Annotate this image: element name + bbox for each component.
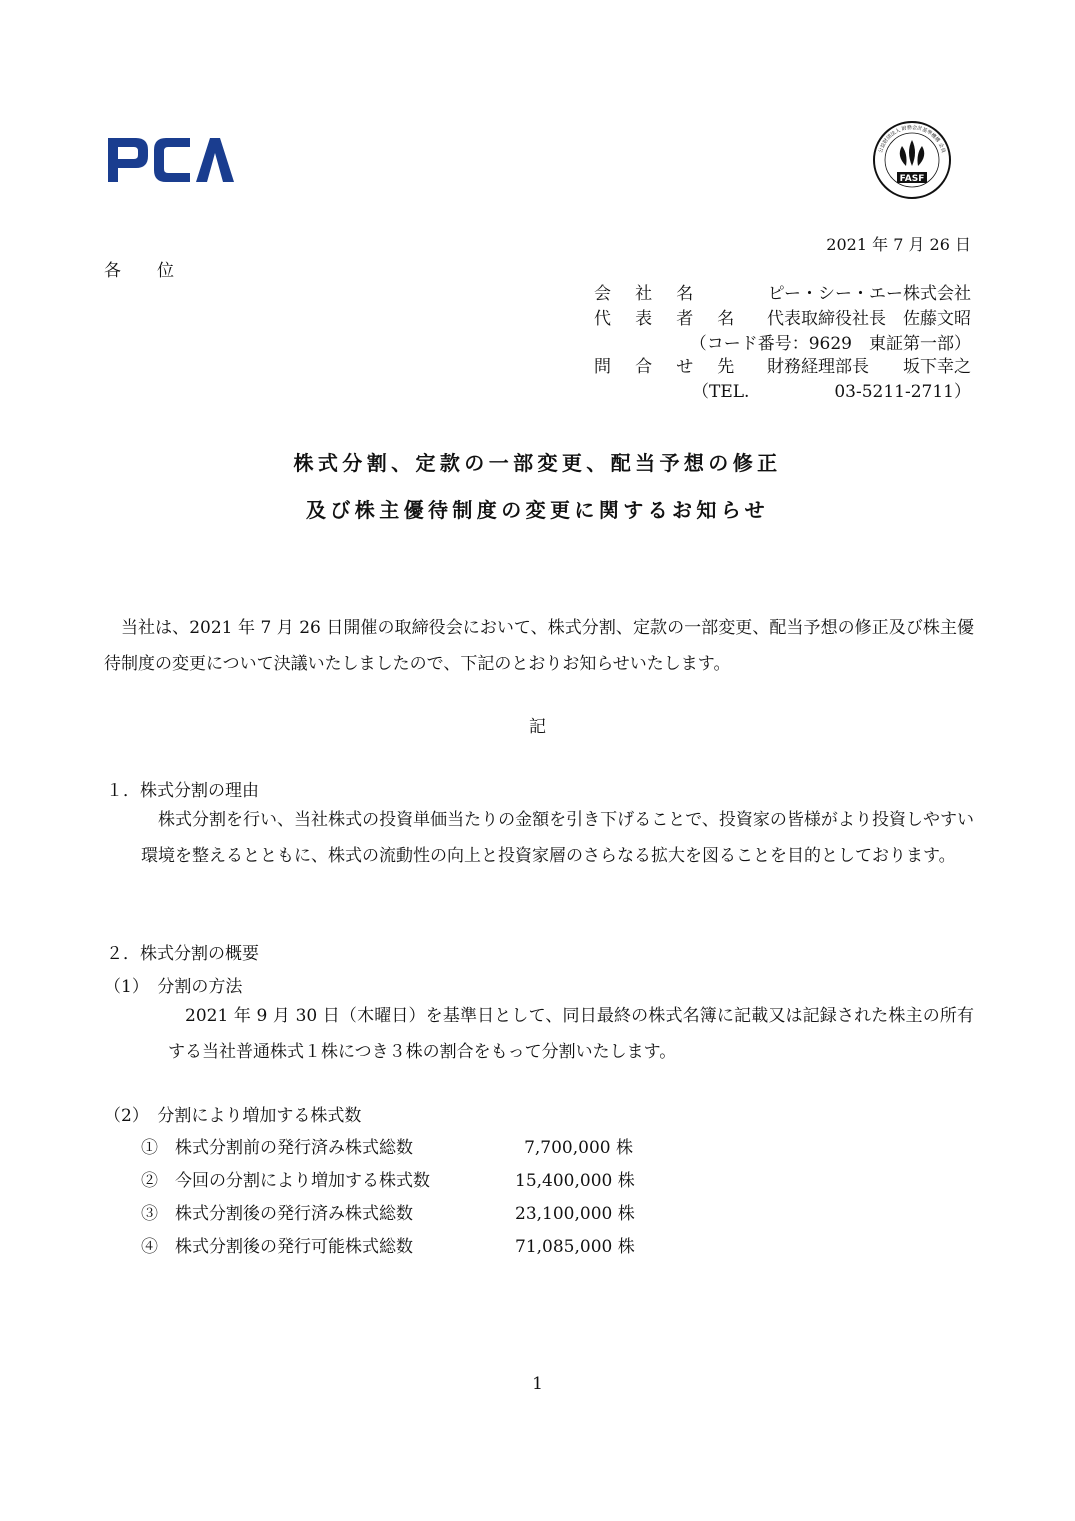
code-note: （コード番号：9629 東証第一部） — [689, 334, 971, 354]
company-value: ピー・シー・エー株式会社 — [767, 284, 971, 304]
seal-bottom-text: FASF — [899, 174, 925, 184]
contact-label: 問 合 せ 先 — [594, 357, 744, 377]
share-row-value: 71,085,000 株 — [515, 1237, 635, 1257]
contact-value: 財務経理部長 坂下幸之 — [767, 357, 971, 377]
document-date: 2021 年 7 月 26 日 — [826, 235, 971, 254]
section-2-heading: ２．株式分割の概要 — [106, 944, 259, 964]
ki-marker: 記 — [529, 717, 546, 737]
addressee-char-2: 位 — [157, 261, 174, 281]
addressee — [104, 256, 174, 281]
share-row-label: ② 今回の分割により増加する株式数 — [141, 1171, 430, 1191]
seal-top-text: 公益財団法人 財務会計基準機構 会員 — [877, 124, 947, 154]
subsection-1-heading: （1） 分割の方法 — [104, 977, 243, 997]
section-1-heading: １．株式分割の理由 — [106, 781, 259, 801]
share-row-label: ③ 株式分割後の発行済み株式総数 — [141, 1204, 413, 1224]
rep-value: 代表取締役社長 佐藤文昭 — [767, 309, 971, 329]
addressee-char-1: 各 — [104, 261, 121, 281]
document-title-line-2: 及び株主優待制度の変更に関するお知らせ — [306, 498, 769, 522]
company-label: 会 社 名 — [594, 284, 703, 304]
subsection-1-body: 2021 年 9 月 30 日（木曜日）を基準日として、同日最終の株式名簿に記載又は記録された株主の所有する当社普通株式１株につき３株の割合をもって分割いたします。 — [168, 1006, 974, 1062]
tel-value: 03-5211-2711） — [834, 382, 971, 402]
share-count-row — [141, 1166, 633, 1191]
pca-logo — [106, 136, 234, 184]
share-row-label: ① 株式分割前の発行済み株式総数 — [141, 1138, 413, 1158]
share-count-row — [141, 1232, 633, 1257]
tel-label: （TEL. — [692, 382, 750, 402]
share-row-value: 7,700,000 株 — [524, 1138, 633, 1158]
rep-label: 代 表 者 名 — [594, 309, 744, 329]
share-row-label: ④ 株式分割後の発行可能株式総数 — [141, 1237, 413, 1257]
share-count-row — [141, 1133, 633, 1158]
share-row-value: 15,400,000 株 — [515, 1171, 635, 1191]
section-1-body: 株式分割を行い、当社株式の投資単価当たりの金額を引き下げることで、投資家の皆様がより投資しやすい環境を整えるとともに、株式の流動性の向上と投資家層のさらなる拡大を図ることを目的としております。 — [141, 810, 974, 866]
share-row-value: 23,100,000 株 — [515, 1204, 635, 1224]
page-number: 1 — [532, 1374, 543, 1394]
intro-paragraph: 当社は、2021 年 7 月 26 日開催の取締役会において、株式分割、定款の一部変更、配当予想の修正及び株主優待制度の変更について決議いたしましたので、下記のとおりお知らせいたします。 — [104, 618, 974, 674]
subsection-2-heading: （2） 分割により増加する株式数 — [104, 1106, 362, 1126]
fasf-seal — [872, 120, 952, 200]
share-count-row — [141, 1199, 633, 1224]
document-title-line-1: 株式分割、定款の一部変更、配当予想の修正 — [293, 451, 782, 475]
